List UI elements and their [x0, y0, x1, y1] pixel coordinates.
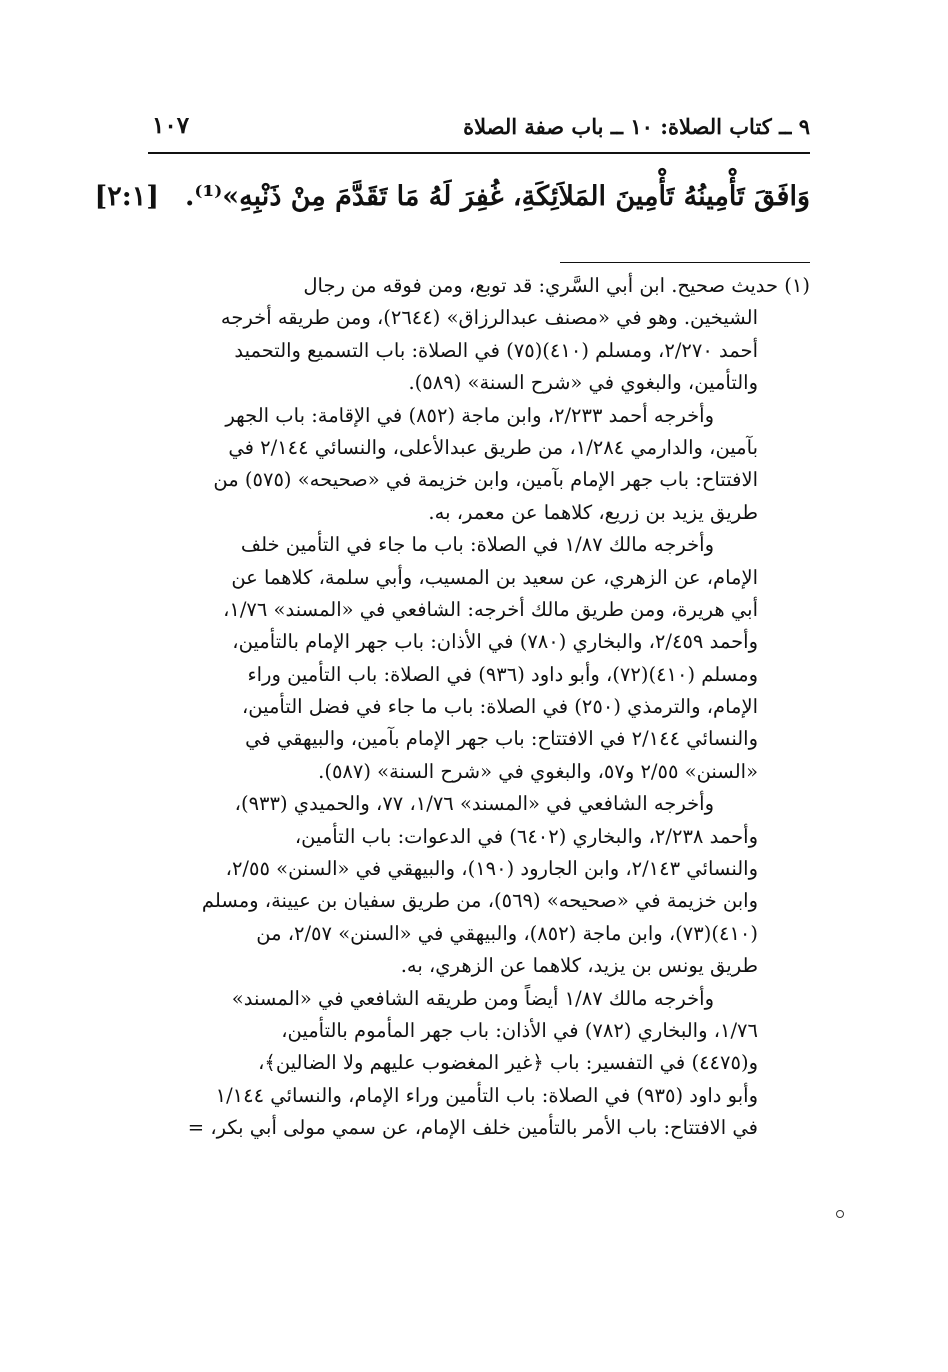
footnote-line: الافتتاح: باب جهر الإمام بآمين، وابن خزيمة في «صحيحه» (٥٧٥) من [213, 468, 758, 492]
footnote-line: طريق يونس بن يزيد، كلاهما عن الزهري، به. [400, 954, 758, 978]
footnote-line: وأخرجه مالك ١/٨٧ أيضاً ومن طريقه الشافعي في «المسند» [231, 986, 714, 1010]
page-number: ١٠٧ [152, 112, 190, 139]
footnote-line: و(٤٤٧٥) في التفسير: باب ﴿غير المغضوب عليهم ولا الضالين﴾، [258, 1051, 758, 1075]
footnote-divider [560, 262, 810, 263]
hadith-text: وَافَقَ تَأْمِينُهُ تَأْمِينَ المَلاَئِكَةِ، غُفِرَ لَهُ مَا تَقَدَّمَ مِنْ ذَنْبِهِ»⁽¹⁾. [184, 181, 810, 212]
footnote-line: وأخرجه مالك ١/٨٧ في الصلاة: باب ما جاء في التأمين خلف [240, 533, 714, 557]
footnote-line: وأحمد ٢/٢٣٨، والبخاري (٦٤٠٢) في الدعوات: باب التأمين، [294, 824, 758, 848]
footnote-block [148, 270, 810, 1145]
margin-dot-mark [836, 1210, 844, 1218]
footnote-line: وأحمد ٢/٤٥٩، والبخاري (٧٨٠) في الأذان: باب جهر الإمام بالتأمين، [232, 630, 758, 654]
footnote-line: وأخرجه الشافعي في «المسند» ١/٧٦، ٧٧، والحميدي (٩٣٣)، [234, 792, 714, 816]
footnote-line: بآمين، والدارمي ١/٢٨٤، من طريق عبدالأعلى، والنسائي ٢/١٤٤ في [228, 435, 758, 459]
footnote-line: والنسائي ٢/١٤٤ في الافتتاح: باب جهر الإمام بآمين، والبيهقي في [245, 727, 758, 751]
footnote-line: والتأمين، والبغوي في «شرح السنة» (٥٨٩). [408, 371, 758, 395]
footnote-line: وابن خزيمة في «صحيحه» (٥٦٩)، من طريق سفيان بن عيينة، ومسلم [201, 889, 758, 913]
footnote-line: وأخرجه أحمد ٢/٢٣٣، وابن ماجة (٨٥٢) في الإقامة: باب الجهر [225, 403, 714, 427]
footnote-line: في الافتتاح: باب الأمر بالتأمين خلف الإمام، عن سمي مولى أبي بكر، = [187, 1116, 758, 1140]
footnote-line: ١/٧٦، والبخاري (٧٨٢) في الأذان: باب جهر المأموم بالتأمين، [281, 1018, 758, 1042]
page-header [148, 108, 810, 152]
footnote-line: (١) حديث صحيح. ابن أبي السَّري: قد توبع، ومن فوقه من رجال [303, 274, 810, 297]
footnote-line: الشيخين. وهو في «مصنف عبدالرزاق» (٢٦٤٤)، ومن طريقه أخرجه [220, 306, 758, 330]
footnote-line: والنسائي ٢/١٤٣، وابن الجارود (١٩٠)، والبيهقي في «السنن» ٢/٥٥، [225, 857, 758, 881]
chapter-title: ٩ ــ كتاب الصلاة: ١٠ ــ باب صفة الصلاة [463, 114, 810, 139]
hadith-text-block [94, 168, 810, 226]
hadith-reference: [٢:١] [94, 181, 159, 212]
footnote-line: وأبو داود (٩٣٥) في الصلاة: باب التأمين وراء الإمام، والنسائي ١/١٤٤ [215, 1083, 758, 1107]
header-divider [148, 152, 810, 154]
footnote-line: الإمام، عن الزهري، عن سعيد بن المسيب، وأبي سلمة، كلاهما عن [231, 565, 758, 589]
footnote-line: (٤١٠)(٧٣)، وابن ماجة (٨٥٢)، والبيهقي في «السنن» ٢/٥٧، من [256, 921, 758, 945]
footnote-line: طريق يزيد بن زريع، كلاهما عن معمر، به. [428, 500, 758, 524]
footnote-line: أحمد ٢/٢٧٠، ومسلم (٤١٠)(٧٥) في الصلاة: باب التسميع والتحميد [234, 338, 758, 362]
footnote-line: ومسلم (٤١٠)(٧٢)، وأبو داود (٩٣٦) في الصلاة: باب التأمين وراء [247, 662, 758, 686]
footnote-line: أبي هريرة، ومن طريق مالك أخرجه: الشافعي في «المسند» ١/٧٦، [223, 597, 758, 621]
footnote-line: الإمام، والترمذي (٢٥٠) في الصلاة: باب ما جاء في فضل التأمين، [241, 695, 758, 719]
footnote-line: «السنن» ٢/٥٥ و٥٧، والبغوي في «شرح السنة» (٥٨٧). [318, 759, 758, 783]
